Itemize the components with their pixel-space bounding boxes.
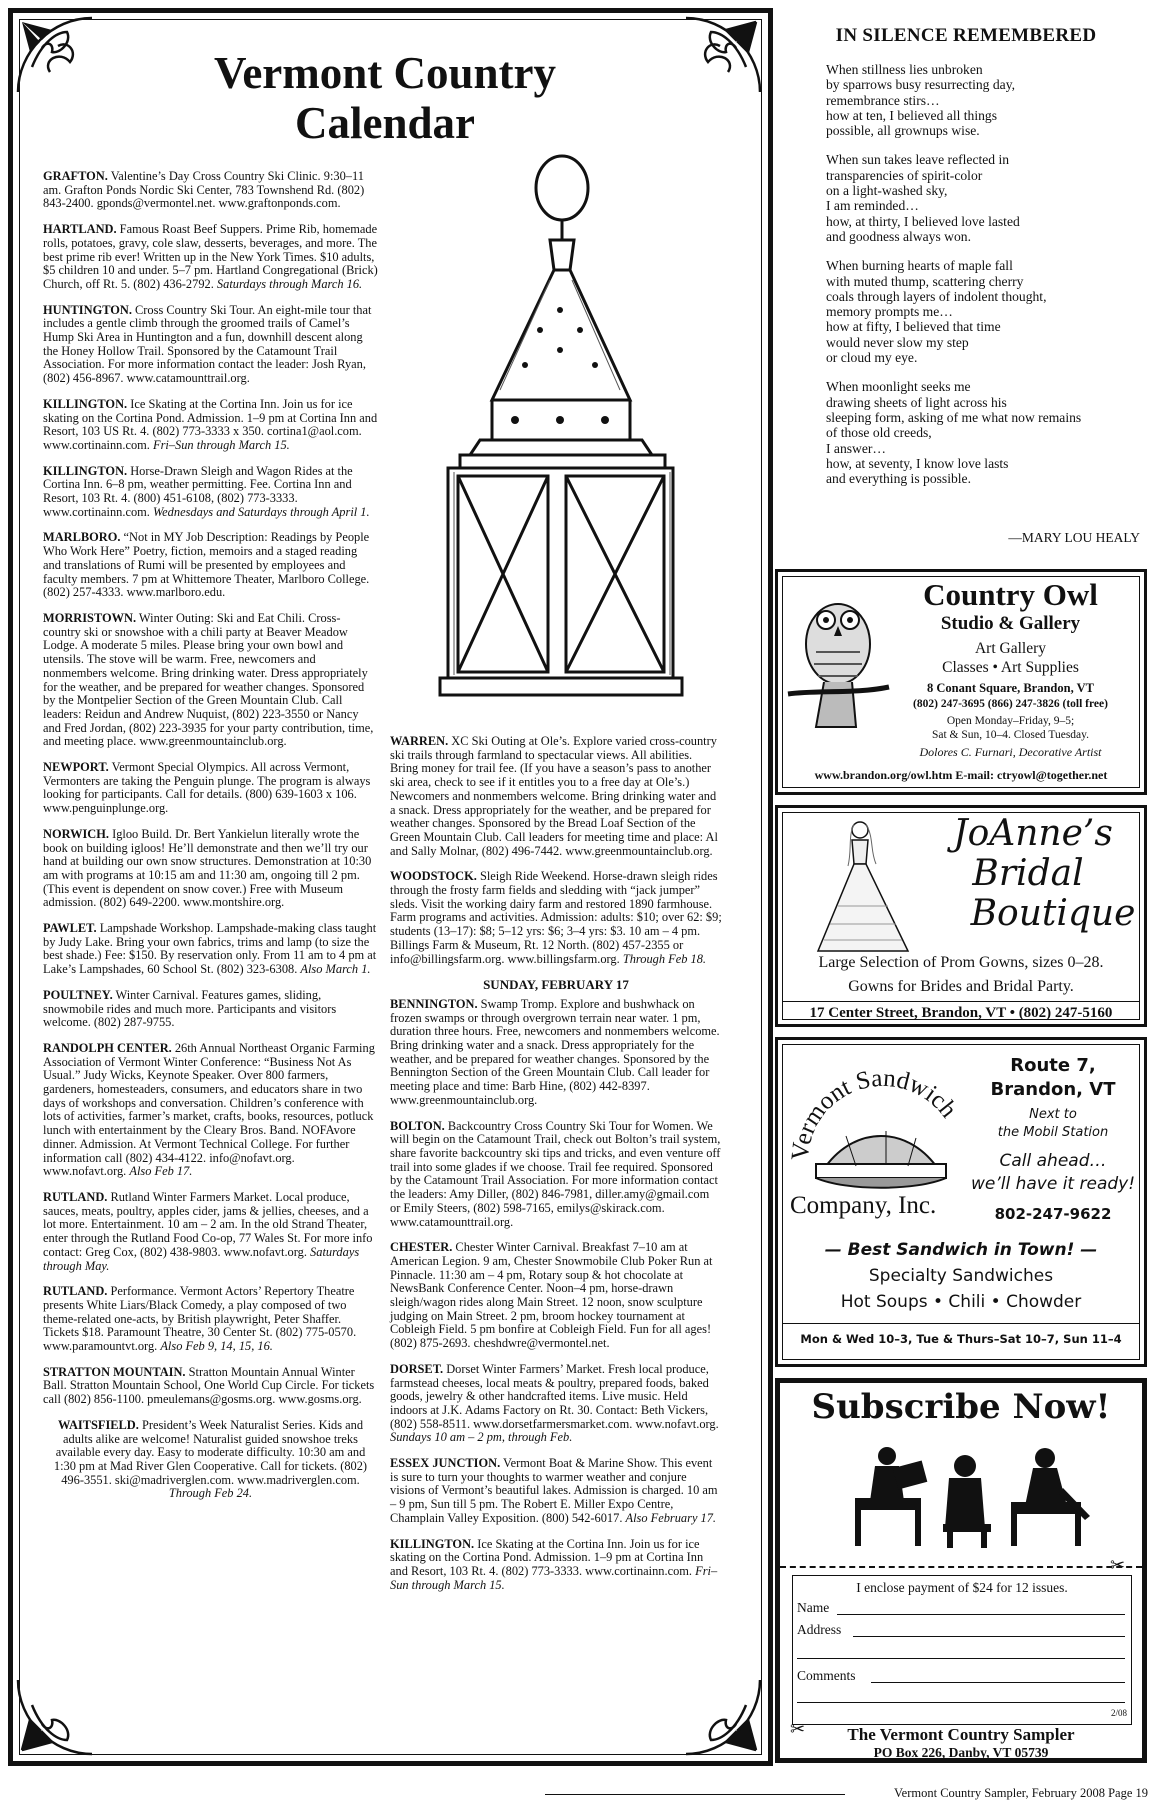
poem-stanza <box>826 62 1146 138</box>
calendar-entry: PAWLET. Lampshade Workshop. Lampshade-making class taught by Judy Lake. Bring your own fabrics, trims and lamp (to size the best shade.) Fee: $150. By reservation only. From 11 am to 4 pm at Lake’s Lampshades, 60 School St. (802) 323-6308. Also March 1. <box>43 921 377 977</box>
poem-line: how at ten, I believed all things <box>826 107 998 123</box>
calendar-title <box>150 48 620 148</box>
fleur-ornament-bottom-right <box>656 1650 766 1760</box>
sandwich-arc-text: Vermont Sandwich <box>786 1064 962 1162</box>
calendar-left-column <box>43 170 378 1513</box>
form-code: 2/08 <box>1110 1708 1127 1718</box>
poem-line: how at fifty, I believed that time <box>826 319 1001 335</box>
poem-line: remembrance stirs… <box>826 92 940 108</box>
address-label: Address <box>797 1622 842 1637</box>
sandwich-ad-best: — Best Sandwich in Town! — <box>824 1240 1098 1260</box>
calendar-entry: RUTLAND. Rutland Winter Farmers Market. Local produce, sauces, meats, poultry, apples cider, jams & jellies, cheeses, and a lot more. Entertainment. 10 am – 2 am. In the old Strand Theater, enter through the Rutland Food Co-op, 77 Wales St. For more info contact: Greg Cox, (802) 438-9803. www.nofavt.org. Saturdays through May. <box>43 1190 373 1273</box>
calendar-middle-column <box>390 735 722 1604</box>
sandwich-ad-route: Route 7, <box>1010 1055 1096 1076</box>
bridal-ad-name-line: Boutique <box>970 893 1136 934</box>
calendar-entry: ESSEX JUNCTION. Vermont Boat & Marine Show. This event is sure to turn your thoughts to warmer weather and conjure visions of Vermont’s beautiful lakes. Admission is charged. 10 am – 9 pm, Sun till 5 pm. The Robert E. Miller Expo Centre, Champlain Valley Exposition. (800) 542-6017. Also February 17. <box>390 1456 718 1525</box>
fleur-ornament-top-left <box>12 12 122 122</box>
calendar-entry: NORWICH. Igloo Build. Dr. Bert Yankielun literally wrote the book on building igloos! He’ll demonstrate and then we’ll try our hand at building our own snow structures. Demonstration at 10:30 am with programs at 10:15 am and 11:30 am, ongoing till 2 pm. (This event is dependent on snow cover.) Free with Museum admission. (802) 649-2200. www.montshire.org. <box>43 826 372 910</box>
comments-field[interactable] <box>871 1682 1125 1683</box>
calendar-entry: RANDOLPH CENTER. 26th Annual Northeast Organic Farming Association of Vermont Winter Conference: “Business Not As Usual.” Judy Wicks, Keynote Speaker. Over 800 farmers, gardeners, homesteaders, consumers, and educators share in two days of workshops and conversation. Children’s conference with lots of activities, farmer’s market, crafts, books, resources, potluck lunch with entertainment by the Cleary Bros. Band. NOFAvore dinner. Admission. At Vermont Technical College. For further information call (802) 434-4122. info@nofavt.org. www.nofavt.org. Also Feb 17. <box>43 1040 375 1179</box>
comments-field-line2[interactable] <box>797 1702 1125 1703</box>
sandwich-logo-icon <box>786 1046 976 1206</box>
poem-line: by sparrows busy resurrecting day, <box>826 77 1016 93</box>
bride-gown-icon <box>808 816 928 956</box>
bridal-ad-line: Large Selection of Prom Gowns, sizes 0–28. <box>818 954 1104 971</box>
sandwich-ad-menu: Hot Soups • Chili • Chowder <box>840 1292 1082 1312</box>
poem-line: would never slow my step <box>826 334 969 350</box>
lantern-illustration <box>420 150 710 710</box>
calendar-entry: WARREN. XC Ski Outing at Ole’s. Explore varied cross-country ski trails through farmland to spectacular views. All abilities. Bring money for trail fee. (If you have a season’s pass to another ski area, check to see if it entitles you to a free day at Ole’s.) Newcomers and nonmembers welcome. Bring drinking water and a snack. Dress appropriately for the weather, and be prepared for weather changes. Sponsored by the Bread Loaf Section of the Green Mountain Club. Call leaders for meeting time and place: Al and Sally Molnar, (802) 496-7442. www.greenmountainclub.org. <box>390 734 718 858</box>
name-field[interactable] <box>837 1614 1125 1615</box>
sandwich-ad-specialty: Specialty Sandwiches <box>868 1266 1054 1286</box>
owl-ad-name: Country Owl <box>923 577 1098 612</box>
bridal-ad-name-line: JoAnne’s <box>953 813 1113 854</box>
calendar-entry: KILLINGTON. Horse-Drawn Sleigh and Wagon Rides at the Cortina Inn. 6–8 pm, weather permitting. Fee. Cortina Inn and Resort, 103 Rt. 4. (800) 451-6108, (802) 773-3333. www.cortinainn.com. Wednesdays and Saturdays through April 1. <box>43 463 370 519</box>
address-field-line2[interactable] <box>797 1658 1125 1659</box>
sandwich-ad-town: Brandon, VT <box>990 1079 1116 1100</box>
poem-line: transparencies of spirit-color <box>826 167 983 183</box>
poem-line: and everything is possible. <box>826 471 971 487</box>
scissors-icon: ✂ <box>1110 1555 1126 1575</box>
calendar-entry: POULTNEY. Winter Carnival. Features games, sliding, snowmobile rides and much more. Participants and visitors welcome. (802) 287-9755. <box>43 987 337 1030</box>
calendar-entry: HUNTINGTON. Cross Country Ski Tour. An eight-mile tour that includes a gentle climb through the groomed trails of Camel’s Hump Ski Area in Huntington and a fun, downhill descent along the Honey Hollow Trail. Sponsored by the Catamount Trail Association. For more information contact the leader: Josh Ryan, (802) 456-8967. www.catamounttrail.org. <box>43 302 372 386</box>
scissors-icon: ✂ <box>790 1719 806 1739</box>
poem-stanza <box>826 152 1146 244</box>
calendar-title-line2: Calendar <box>295 98 475 148</box>
poem-line: sleeping form, asking of me what now remains <box>826 409 1082 425</box>
owl-ad-web[interactable]: www.brandon.org/owl.htm E-mail: ctryowl@together.net <box>814 768 1108 782</box>
poem-line: and goodness always won. <box>826 228 971 244</box>
owl-ad-line: Art Gallery <box>974 640 1046 657</box>
poem-body <box>826 62 1146 500</box>
subscribe-title: Subscribe Now! <box>811 1387 1111 1427</box>
poem-author: —MARY LOU HEALY <box>1008 530 1140 545</box>
publisher-name: The Vermont Country Sampler <box>847 1725 1075 1744</box>
page-footer: Vermont Country Sampler, February 2008 Page 19 <box>894 1786 1148 1800</box>
poem-stanza <box>826 379 1146 486</box>
calendar-entry: NEWPORT. Vermont Special Olympics. All across Vermont, Vermonters are taking the Penguin plunge. The program is always looking for participants. Call for details. (800) 639-1603 x 106. www.penguinplunge.org. <box>43 760 371 816</box>
poem-line: When stillness lies unbroken <box>826 62 983 77</box>
poem-title: IN SILENCE REMEMBERED <box>835 25 1097 46</box>
poem-line: When moonlight seeks me <box>826 379 971 395</box>
sandwich-ad-company: Company, Inc. <box>790 1192 937 1219</box>
footer-rule <box>545 1794 845 1795</box>
reading-figures-silhouette-icon <box>835 1438 1095 1553</box>
sandwich-ad-location <box>968 1054 1138 1226</box>
owl-ad-text <box>878 578 1143 761</box>
bridal-ad-name-line: Bridal <box>972 853 1084 894</box>
calendar-entry: KILLINGTON. Ice Skating at the Cortina Inn. Join us for ice skating on the Cortina Pond. Admission. 1–9 pm at Cortina Inn and Resort, 103 Rt. 4. (802) 773-3333. www.cortinainn.com. Fri–Sun through March 15. <box>390 1536 718 1592</box>
publisher-address: PO Box 226, Danby, VT 05739 <box>873 1745 1049 1760</box>
owl-ad-hours: Open Monday–Friday, 9–5; <box>946 715 1075 727</box>
calendar-entry: CHESTER. Chester Winter Carnival. Breakfast 7–10 am at American Legion. 9 am, Chester Snowmobile Club Poker Run at Pinnacle. 11:30 am – 4 pm, Rotary soup & hot chocolate at NewsBank Conference Center. Noon–4 pm, horse-drawn sleigh/wagon rides along Main Street. 12 noon, snow sculpture judging on Main Street. 2 pm, broom hockey tournament at Cobleigh Field. 5 pm bonfire at Cobleigh Field. Fun for all ages! (802) 875-2693. cheshdwre@vermontel.net. <box>390 1240 713 1351</box>
poem-line: possible, all grownups wise. <box>826 123 980 139</box>
poem-line: how, at seventy, I know love lasts <box>826 455 1009 471</box>
poem-stanza <box>826 258 1146 365</box>
poem-line: of those old creeds, <box>826 425 932 441</box>
vermont-sandwich-ad <box>775 1037 1147 1367</box>
sandwich-ad-next: the Mobil Station <box>997 1125 1109 1140</box>
subscribe-ad <box>775 1378 1147 1763</box>
bridal-ad-line: Gowns for Brides and Bridal Party. <box>848 978 1074 995</box>
poem-line: drawing sheets of light across his <box>826 394 1007 410</box>
owl-ad-line: Classes • Art Supplies <box>942 659 1079 676</box>
calendar-entry: BENNINGTON. Swamp Tromp. Explore and bushwhack on frozen swamps or through overgrown terrain near water. 1 pm, duration three hours. Free, newcomers and nonmembers welcome. Bring drinking water and a snack. Dress appropriately for the weather, and be prepared for weather changes. Sponsored by the Bennington Section of the Green Mountain Club. Call leader for meeting place and time: Barb Hine, (802) 442-8397. www.greenmountainclub.org. <box>390 996 720 1107</box>
calendar-entry: RUTLAND. Performance. Vermont Actors’ Repertory Theatre presents White Liars/Black Comedy, a play composed of two theme-related one-acts, by British playwright, Peter Shaffer. Tickets $18. Paramount Theatre, 30 Center St. (802) 775-0570. www.paramountvt.org. Also Feb 9, 14, 15, 16. <box>43 1284 357 1354</box>
poem-line: I am reminded… <box>826 198 919 214</box>
poem-line: or cloud my eye. <box>826 350 918 366</box>
calendar-entry: GRAFTON. Valentine’s Day Cross Country Ski Clinic. 9:30–11 am. Grafton Ponds Nordic Ski Center, 783 Townshend Rd. (802) 843-2400. gponds@vermontel.net. www.graftonponds.com. <box>43 169 365 211</box>
sandwich-ad-hours: Mon & Wed 10–3, Tue & Thurs–Sat 10–7, Sun 11–4 <box>800 1332 1122 1346</box>
poem-line: with muted thump, scattering cherry <box>826 273 1024 289</box>
poem-line: coals through layers of indolent thought, <box>826 288 1047 304</box>
name-label: Name <box>797 1600 830 1615</box>
fleur-ornament-top-right <box>656 12 766 122</box>
country-owl-ad <box>775 569 1147 795</box>
bridal-ad-name <box>928 814 1138 934</box>
poem-line: on a light-washed sky, <box>826 183 948 199</box>
owl-icon <box>786 582 891 752</box>
cut-line <box>780 1566 1142 1568</box>
bridal-ad-address: 17 Center Street, Brandon, VT • (802) 247-5160 <box>809 1005 1113 1021</box>
calendar-entry: STRATTON MOUNTAIN. Stratton Mountain Annual Winter Ball. Stratton Mountain School, One World Cup Circle. For tickets call (802) 856-1100. pmeulemans@gosms.org. www.gosms.org. <box>43 1364 375 1407</box>
owl-ad-address: 8 Conant Square, Brandon, VT <box>927 681 1094 695</box>
fleur-ornament-bottom-left <box>12 1650 122 1760</box>
poem-line: memory prompts me… <box>826 304 953 320</box>
sandwich-ad-call: Call ahead… <box>999 1151 1107 1171</box>
comments-label: Comments <box>797 1668 856 1683</box>
sandwich-ad-call: we’ll have it ready! <box>970 1174 1136 1194</box>
calendar-entry: WAITSFIELD. President’s Week Naturalist Series. Kids and adults alike are welcome! Naturalist guided snowshoe treks available every day. Easy to moderate difficulty. 10:30 am and 1:30 pm at Mad River Glen Cooperative. Call for tickets. (802) 496-3551. ski@madriverglen.com. www.madriverglen.com. Through Feb 24. <box>53 1417 368 1501</box>
owl-ad-subtitle: Studio & Gallery <box>940 613 1081 634</box>
subscribe-form <box>792 1575 1132 1725</box>
poem-line: I answer… <box>826 440 887 456</box>
sandwich-ad-next: Next to <box>1029 1107 1077 1122</box>
calendar-entry: DORSET. Dorset Winter Farmers’ Market. Fresh local produce, farmstead cheeses, local meats & poultry, prepared foods, baked goods, jewelry & other handcrafted items. Live music. Held indoors at J.K. Adams Factory on Rt. 30. Contact: Beth Vickers, (802) 558-8511. www.dorsetfarmersmarket.com. www.nofavt.org. Sundays 10 am – 2 pm, through Feb. <box>390 1361 719 1445</box>
calendar-entry: WOODSTOCK. Sleigh Ride Weekend. Horse-drawn sleigh rides through the frosty farm fields and sledding with “jack jumper” sleds. Visit the working dairy farm and restored 1890 farmhouse. Farm programs and activities. Admission: adults: $10; over 62: $9; students (13–17): $8; 5–12 yrs: $6; 3–4 yrs: $3. 10 am – 4 pm. Billings Farm & Museum, Rt. 12 North. (802) 457-2355 or info@billingsfarm.org. www.billingsfarm.org. Through Feb 18. <box>390 869 722 966</box>
owl-ad-hours: Sat & Sun, 10–4. Closed Tuesday. <box>931 729 1090 741</box>
calendar-title-line1: Vermont Country <box>213 48 557 98</box>
calendar-entry: MORRISTOWN. Winter Outing: Ski and Eat Chili. Cross-country ski or snowshoe with a chili party at Beaver Meadow Lodge. A moderate 5 miles. Please bring your own bowl and utensils. The stove will be warm. Free, newcomers and nonmembers welcome. Bring drinking water. Dress appropriately for the weather, and be prepared for weather changes. Sponsored by the Montpelier Section of the Green Mountain Club. Call leaders: Reidun and Andrew Nuquist, (802) 223-3550 or Nancy and Fred Jordan, (802) 223-3935 for your party contribution, time, and meeting place. www.greenmountainclub.org. <box>43 610 374 749</box>
calendar-entry: HARTLAND. Famous Roast Beef Suppers. Prime Rib, homemade rolls, potatoes, gravy, cole slaw, desserts, beverages, and more. The best prime rib ever! Written up in the New York Times. $10 adults, $5 children 10 and under. 5–7 pm. Hartland Congregational (Brick) Church, off Rt. 5. (802) 436-2792. Saturdays through March 16. <box>43 222 378 291</box>
address-field[interactable] <box>853 1636 1125 1637</box>
calendar-entry: KILLINGTON. Ice Skating at the Cortina Inn. Join us for ice skating on the Cortina Pond. Admission. 1–9 pm at Cortina Inn and Resort, 103 US Rt. 4. (802) 773-3333 x 350. cortina1@aol.com. www.cortinainn.com. Fri–Sun through March 15. <box>43 396 378 452</box>
poem-line: When sun takes leave reflected in <box>826 152 1010 168</box>
poem-line: When burning hearts of maple fall <box>826 258 1013 274</box>
calendar-entry: MARLBORO. “Not in MY Job Description: Readings by People Who Work Here” Poetry, fiction, memoirs and a staged reading and translations of Rumi will be presented by employees and faculty members. 7 pm at Whittemore Theater, Marlboro College. (802) 257-4333. www.marlboro.edu. <box>43 530 370 600</box>
calendar-entry: BOLTON. Backcountry Cross Country Ski Tour for Women. We will begin on the Catamount Trail, check out Bolton’s trail system, share favorite backcountry ski tips and tricks, and even venture off trail into some glades if we choose. Trail fee required. Sponsored by the Catamount Trail Association. For more information contact the leaders: Amy Diller, (802) 846-7981, diller.amy@gmail.com or Emily Steers, (802) 598-7165, emilys@skirack.com. www.catamounttrail.org. <box>390 1118 721 1229</box>
owl-ad-phones: (802) 247-3695 (866) 247-3826 (toll free) <box>913 698 1108 710</box>
date-heading: SUNDAY, FEBRUARY 17 <box>483 977 629 993</box>
sandwich-ad-phone: 802-247-9622 <box>994 1205 1112 1223</box>
owl-ad-artist: Dolores C. Furnari, Decorative Artist <box>919 745 1102 759</box>
poem-line: how, at thirty, I believed love lasted <box>826 213 1020 229</box>
subscribe-payment-text: I enclose payment of $24 for 12 issues. <box>856 1580 1068 1595</box>
bridal-boutique-ad <box>775 805 1147 1027</box>
